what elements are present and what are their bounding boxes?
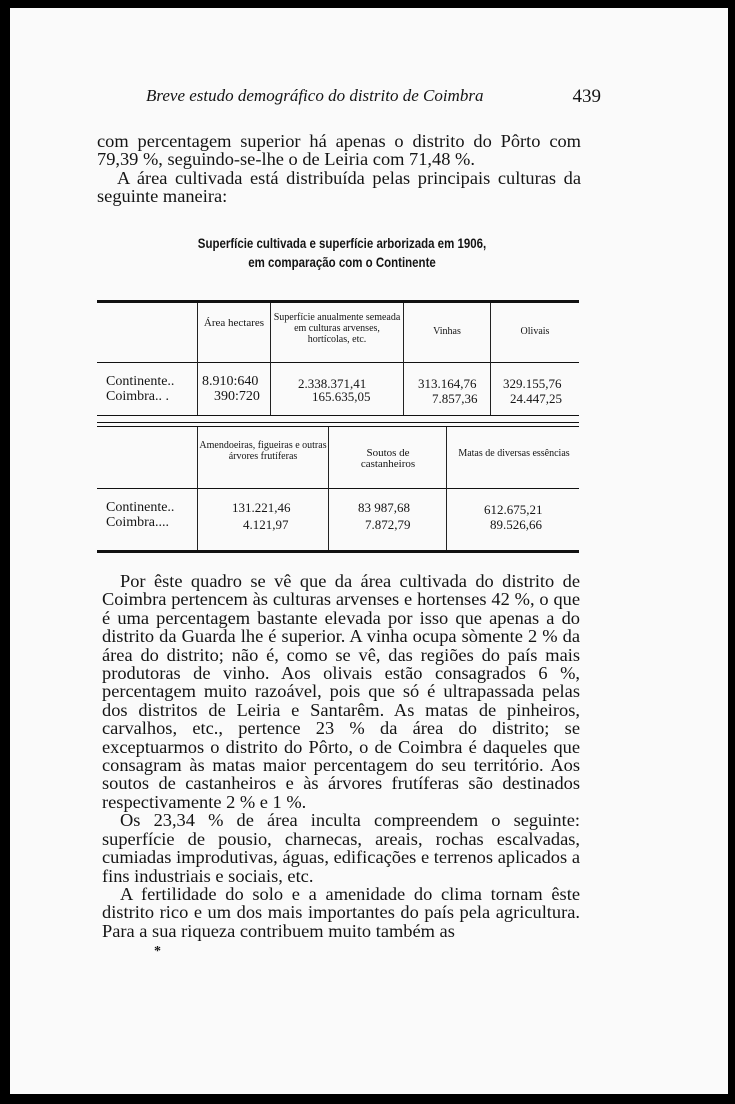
body-paragraph-1: Por êste quadro se vê que da área cultivada do distrito de Coimbra pertencem às culturas arvenses e hortenses 42 %, o que é uma percentagem bastante elevada por isso que apenas a do distrito da Guarda lhe é superior. A vinha ocupa sòmente 2 % da área do distrito; não é, como se vê, das regiões do país mais produtoras de vinho. Aos olivais estão consagrados 6 %, percentagem muito razoável, pois que só é ultrapassada pelas dos distritos de Leiria e Santarêm. As matas de pinheiros, carvalhos, etc., pertence 23 % da área do distrito; se exceptuarmos o distrito do Pôrto, o de Coimbra é daqueles que consagram às matas maior percentagem do seu território. Aos soutos de castanheiros e às árvores frutíferas são destinados respectivamente 2 % e 1 %. [102, 571, 580, 812]
table-rule-bottom [97, 550, 579, 553]
col-header-soutos: Soutos de castanheiros [360, 447, 416, 470]
table-vline [270, 303, 271, 415]
table-rule-4 [97, 426, 579, 427]
table-rule-top [97, 300, 579, 303]
table-vline [328, 427, 329, 550]
cell-amendoeiras: 131.221,46 [232, 500, 291, 515]
table-title-line2: em comparação com o Continente [248, 254, 436, 270]
cell-sup: 165.635,05 [312, 389, 371, 404]
row-label: Coimbra.... [106, 515, 169, 530]
cell-area: 8.910:640 [202, 374, 259, 389]
col-header-vinhas: Vinhas [433, 326, 461, 337]
cell-soutos: 7.872,79 [365, 517, 411, 532]
cell-olivais: 329.155,76 [503, 376, 562, 391]
page-number: 439 [572, 86, 601, 107]
cell-olivais: 24.447,25 [510, 391, 562, 406]
intro-line2: A área cultivada está distribuída pelas principais culturas da seguinte maneira: [97, 167, 581, 207]
cell-sup: 2.338.371,41 [298, 376, 367, 391]
table-vline [446, 427, 447, 550]
body-paragraph-2: Os 23,34 % de área inculta compreendem o seguinte: superfície de pousio, charnecas, areais, rochas escalvadas, cumiadas improdutivas, águas, edificações e terrenos aplicados a fins industriais e sociais, etc. [102, 810, 580, 886]
col-header-amendoeiras: Amendoeiras, figueiras e outras árvores frutíferas [199, 440, 327, 462]
table-vline [197, 427, 198, 550]
table-title [141, 234, 543, 272]
col-header-area: Área hectares [203, 317, 265, 329]
cell-area: 390:720 [214, 389, 260, 404]
body-text [102, 572, 580, 940]
col-header-matas: Matas de diversas essências [458, 448, 570, 459]
cell-amendoeiras: 4.121,97 [243, 517, 289, 532]
running-header [146, 86, 601, 106]
col-header-superficie: Superfície anualmente semeada em culturas arvenses, hortícolas, etc. [273, 312, 401, 345]
cell-matas: 89.526,66 [490, 517, 542, 532]
running-title: Breve estudo demográfico do distrito de Coimbra [146, 86, 484, 105]
table-rule-2 [97, 415, 579, 416]
table-rule-3 [97, 422, 579, 423]
col-header-olivais: Olivais [520, 326, 550, 337]
intro-line1: com percentagem superior há apenas o distrito do Pôrto com 79,39 %, seguindo-se-lhe o de Leiria com 71,48 %. [97, 131, 581, 170]
row-label: Coimbra.. . [106, 389, 169, 404]
table-rule-1 [97, 362, 579, 363]
table-title-line1: Superfície cultivada e superfície arborizada em 1906, [197, 235, 487, 251]
table-rule-5 [97, 488, 579, 489]
body-paragraph-3: A fertilidade do solo e a amenidade do clima tornam êste distrito rico e um dos mais importantes do país pela agricultura. Para a sua riqueza contribuem muito também as [102, 883, 580, 941]
cell-soutos: 83 987,68 [358, 500, 410, 515]
footer-mark: * [154, 944, 161, 959]
intro-text [97, 132, 581, 206]
table-vline [403, 303, 404, 415]
cell-vinhas: 7.857,36 [432, 391, 478, 406]
cell-matas: 612.675,21 [484, 502, 543, 517]
cell-vinhas: 313.164,76 [418, 376, 477, 391]
row-label: Continente.. [106, 374, 175, 389]
row-label: Continente.. [106, 500, 175, 515]
table-vline [490, 303, 491, 415]
table-vline [197, 303, 198, 415]
